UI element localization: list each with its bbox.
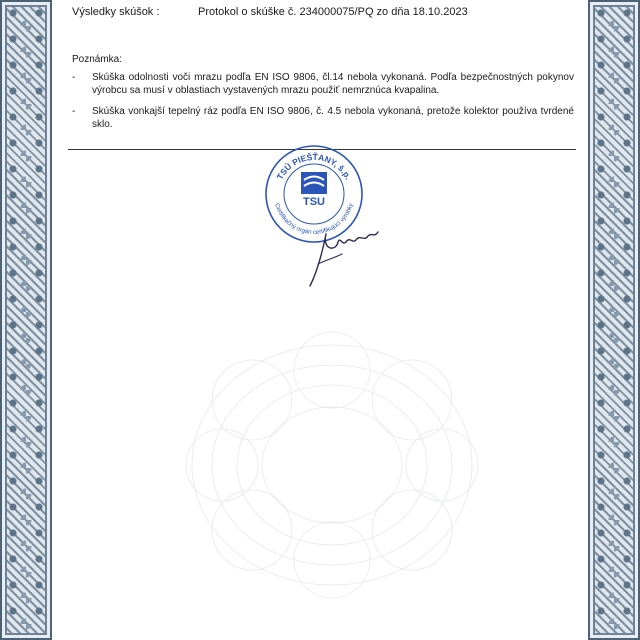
stamp-top-text: TSÚ PIEŠŤANY, š.p. <box>274 151 354 182</box>
signature <box>296 224 386 290</box>
decorative-border-right <box>588 0 640 640</box>
note-item <box>72 72 574 97</box>
test-results-value: Protokol o skúške č. 234000075/PQ zo dňa 18.10.2023 <box>198 6 468 18</box>
decorative-border-left <box>0 0 52 640</box>
note-text: Skúška vonkajší tepelný ráz podľa EN ISO 9806, č. 4.5 nebola vykonaná, pretože kolektor používa tvrdené sklo. <box>92 106 574 130</box>
notes-title: Poznámka: <box>72 54 123 65</box>
test-results-label: Výsledky skúšok : <box>72 6 160 18</box>
note-bullet: - <box>72 106 76 117</box>
note-item <box>72 106 574 131</box>
stamp-logo-text: TSU <box>303 196 325 208</box>
stamp-bottom-text: Certifikačný orgán certifikujúci výrobky <box>273 202 355 237</box>
watermark-guilloche <box>182 330 482 600</box>
document-page <box>52 0 588 640</box>
note-text: Skúška odolnosti voči mrazu podľa EN ISO 9806, čl.14 nebola vykonaná. Podľa bezpečnostných pokynov výrobcu sa musí v oblastiach vystavených mrazu použiť nemrznúca kvapalina. <box>92 72 574 96</box>
note-bullet: - <box>72 72 76 83</box>
